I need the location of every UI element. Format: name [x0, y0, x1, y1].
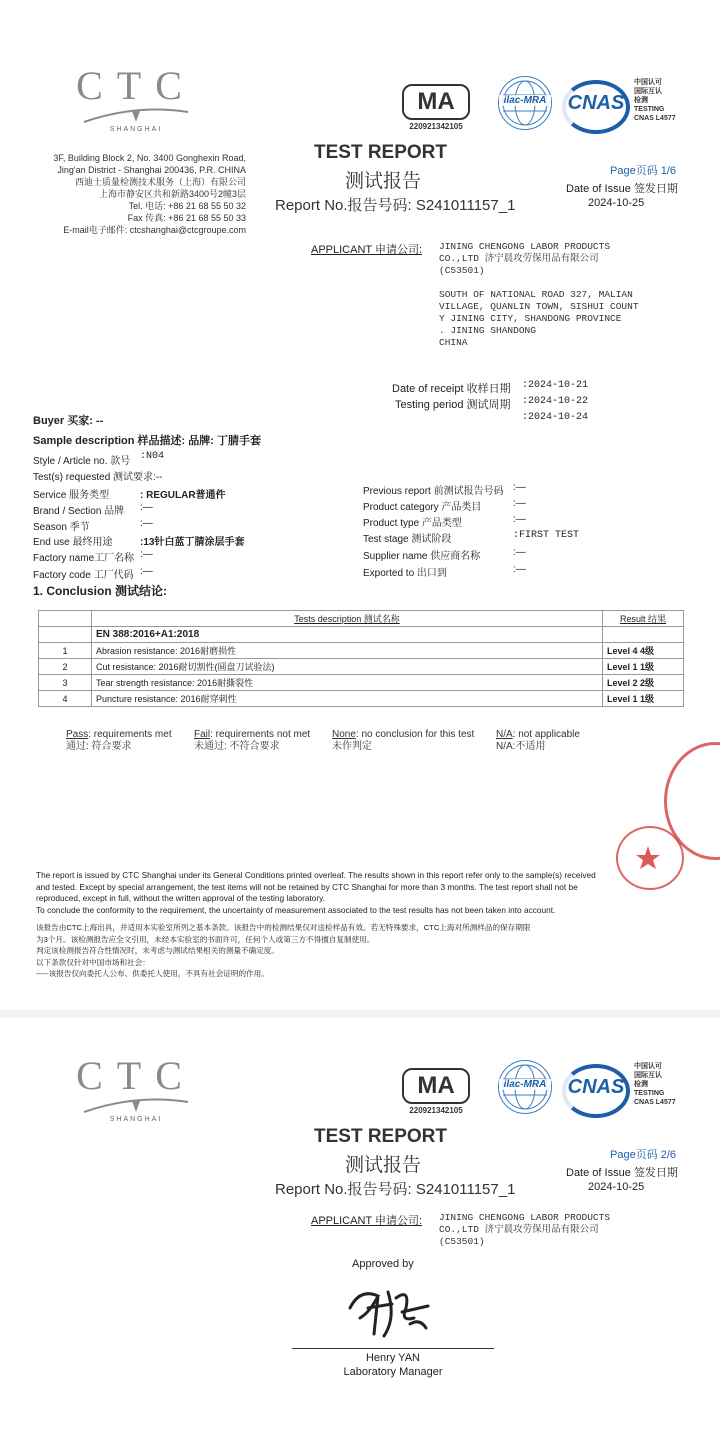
style-label: Style / Article no. 款号	[33, 456, 131, 467]
applicant-details: JINING CHENGONG LABOR PRODUCTS CO.,LTD 济宁晨攻劳保用品有限公司 (C53501) SOUTH OF NATIONAL ROAD 327, MALIAN VILLAGE, QUANLIN TOWN, SISHUI COUNT Y JINING CITY, SHANDONG PROVINCE . JINING SHANDONG CHINA	[439, 241, 639, 348]
date-of-issue-label: Date of Issue 签发日期	[566, 1167, 678, 1179]
report-title-en: TEST REPORT	[314, 1126, 448, 1147]
field-brand-value: :—	[140, 502, 153, 513]
field-product-category-label: Product category 产品类目	[363, 502, 482, 513]
cnas-accreditation-text: 中国认可 国际互认 检测 TESTING CNAS L4577	[634, 79, 676, 122]
receipt-value: :2024-10-21	[522, 380, 589, 391]
field-product-type-label: Product type 产品类型	[363, 518, 462, 529]
report-number: Report No.报告号码: S241011157_1	[275, 197, 516, 214]
cnas-logo: CNAS	[562, 80, 624, 132]
cnas-logo: CNAS	[562, 1064, 624, 1116]
ilac-mra-logo: ilac-MRA	[498, 76, 552, 130]
approved-by-label: Approved by	[352, 1258, 414, 1270]
standard-name: EN 388:2016+A1:2018	[92, 627, 603, 643]
report-page-2	[0, 1018, 720, 1442]
field-product-type-value: :—	[513, 514, 526, 525]
field-exported-label: Exported to 出口到	[363, 568, 447, 579]
buyer: Buyer 买家: --	[33, 415, 104, 427]
field-brand-label: Brand / Section 品牌	[33, 506, 125, 517]
cnas-accreditation-text: 中国认可 国际互认 检测 TESTING CNAS L4577	[634, 1063, 676, 1106]
ilac-mra-logo: ilac-MRA	[498, 1060, 552, 1114]
field-factory-code-label: Factory code 工厂代码	[33, 570, 134, 581]
lab-address: 3F, Building Block 2, No. 3400 Gonghexin Road, Jing'an District - Shanghai 200436, P.R. CHINA 西迪士质量检测技术服务（上海）有限公司 上海市静安区共和新路3400号2幢3层 Tel. 电话: +86 21 68 55 50 32 Fax 传真: +86 21 68 55 50 33 E-mail电子邮件: ctcshanghai@ctcgroupe.com	[53, 153, 246, 235]
field-supplier-label: Supplier name 供应商名称	[363, 551, 481, 562]
field-previous-report-value: :—	[513, 482, 526, 493]
signer-name: Henry YAN	[365, 1352, 420, 1364]
notes-chinese: 该报告由CTC上海出具，并适用本实验室所列之基本条款。该报告中的检测结果仅对送检样品有效。若无特殊要求，CTC上海对所测样品的保存期限 为3个月。该检测报告应全文引用，未经本实验室的书面许可，任何个人或第三方不得擅自复制使用。 判定该检测报告符合性情况时，未考虑与测试结果相关的测量不确定度。 以下条款仅针对中国市场和社会： -----该报告仅向委托人公布、供委托人使用，不具有社会证明的作用。	[36, 923, 531, 978]
applicant-details: JINING CHENGONG LABOR PRODUCTS CO.,LTD 济宁晨攻劳保用品有限公司 (C53501)	[439, 1212, 611, 1247]
style-value: :N04	[140, 451, 165, 462]
field-exported-value: :—	[513, 564, 526, 575]
table-row: 1 Abrasion resistance: 2016耐磨损性 Level 4 4级	[39, 643, 684, 659]
ctc-logo: CTC SHANGHAI	[76, 63, 196, 133]
notes-english: The report is issued by CTC Shanghai under its General Conditions printed overleaf. The results shown in this report refer only to the sample(s) received and tested. Except by special arrangement, the test items will not be retained by CTC Shanghai for more than 3 months. The test report shall not be reproduced, except in full, without the written approval of the testing laboratory. To conclude the conformity to the requirement, the uncertainty of measurement associated to the test results has not been taken into account.	[36, 870, 596, 915]
report-number: Report No.报告号码: S241011157_1	[275, 1181, 516, 1198]
legend-pass: Pass: requirements met 通过: 符合要求	[66, 729, 172, 752]
table-row: 2 Cut resistance: 2016耐切割性(圆盘刀试验法) Level 1 1级	[39, 659, 684, 675]
swoosh-icon	[76, 1096, 196, 1116]
applicant-label: APPLICANT 申请公司:	[311, 244, 423, 256]
table-standard-row	[39, 627, 684, 643]
testing-period-end: :2024-10-24	[522, 412, 589, 423]
table-row: 3 Tear strength resistance: 2016耐撕裂性 Level 2 2级	[39, 675, 684, 691]
legend-na: N/A: not applicable N/A:不适用	[496, 729, 580, 752]
field-factory-name-value: :—	[140, 549, 153, 560]
page-number: Page页码 1/6	[610, 165, 677, 177]
date-of-issue-label: Date of Issue 签发日期	[566, 183, 678, 195]
handwritten-signature	[340, 1278, 440, 1344]
receipt-label: Date of receipt 收样日期	[392, 383, 511, 395]
page-number: Page页码 2/6	[610, 1149, 677, 1161]
applicant-label: APPLICANT 申请公司:	[311, 1215, 423, 1227]
tests-requested: Test(s) requested 测试要求:--	[33, 472, 163, 483]
report-title-cn: 测试报告	[345, 1155, 422, 1176]
field-test-stage-value: :FIRST TEST	[513, 530, 580, 541]
field-end-use-label: End use 最终用途	[33, 537, 113, 548]
table-header-row	[39, 611, 684, 627]
cma-logo: MA 220921342105	[402, 84, 470, 132]
table-header-description: Tests description 测试名称	[92, 611, 603, 627]
field-supplier-value: :—	[513, 547, 526, 558]
testing-period-label: Testing period 测试周期	[395, 399, 511, 411]
table-header-result: Result 结果	[603, 611, 684, 627]
field-test-stage-label: Test stage 测试阶段	[363, 534, 452, 545]
date-of-issue: 2024-10-25	[588, 197, 645, 209]
legend-fail: Fail: requirements not met 未通过: 不符合要求	[194, 729, 311, 752]
field-season-label: Season 季节	[33, 522, 90, 533]
signer-title: Laboratory Manager	[343, 1366, 443, 1378]
signature-line	[292, 1348, 494, 1349]
field-service-value: : REGULAR普通件	[140, 490, 226, 501]
report-title-cn: 测试报告	[345, 171, 422, 192]
field-factory-name-label: Factory name工厂名称	[33, 553, 135, 564]
cma-logo: MA 220921342105	[402, 1068, 470, 1116]
conclusion-title: 1. Conclusion 测试结论:	[33, 584, 168, 598]
testing-period-start: :2024-10-22	[522, 396, 589, 407]
field-end-use-value: :13针白蓝丁腈涂层手套	[140, 537, 245, 548]
report-title-en: TEST REPORT	[314, 142, 448, 163]
table-row: 4 Puncture resistance: 2016耐穿刺性 Level 1 1级	[39, 691, 684, 707]
results-table	[38, 610, 684, 707]
date-of-issue: 2024-10-25	[588, 1181, 645, 1193]
field-product-category-value: :—	[513, 498, 526, 509]
field-service-label: Service 服务类型	[33, 490, 110, 501]
field-season-value: :—	[140, 518, 153, 529]
sample-description: Sample description 样品描述: 品牌: 丁腈手套	[33, 435, 261, 447]
field-factory-code-value: :—	[140, 566, 153, 577]
swoosh-icon	[76, 106, 196, 126]
ctc-logo: CTC SHANGHAI	[76, 1053, 196, 1123]
legend-none: None: no conclusion for this test 未作判定	[332, 729, 475, 752]
field-previous-report-label: Previous report 前测试报告号码	[363, 486, 504, 497]
